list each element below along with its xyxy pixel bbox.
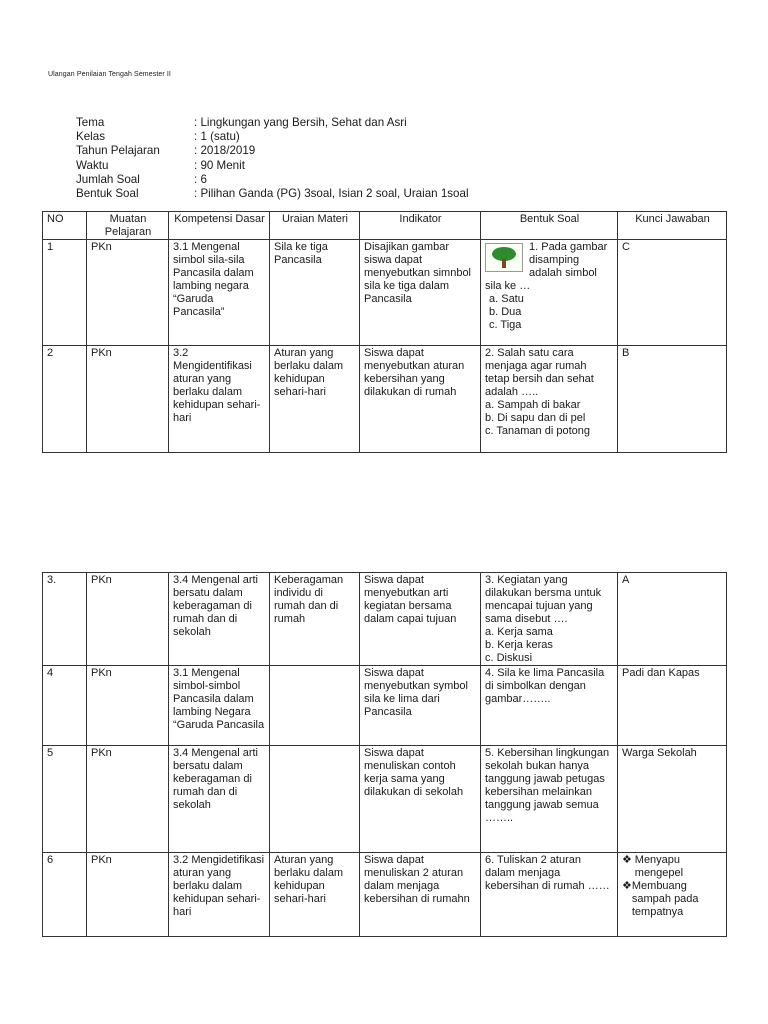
meta-label: Kelas bbox=[76, 130, 106, 144]
cell-indikator: Siswa dapat menyebutkan symbol sila ke lima dari Pancasila bbox=[360, 666, 481, 746]
header-kunci: Kunci Jawaban bbox=[618, 212, 727, 240]
cell-muatan: PKn bbox=[87, 666, 169, 746]
cell-kunci: Warga Sekolah bbox=[618, 746, 727, 853]
option-b: b. Di sapu dan di pel bbox=[485, 412, 586, 424]
cell-soal: 4. Sila ke lima Pancasila di simbolkan dengan gambar…….. bbox=[481, 666, 618, 746]
document-header: Ulangan Penilaian Tengah Semester II bbox=[48, 71, 171, 78]
cell-kunci: A bbox=[618, 573, 727, 666]
cell-no: 5 bbox=[43, 746, 87, 853]
cell-soal bbox=[481, 573, 618, 666]
question-text: 3. Kegiatan yang dilakukan bersma untuk mencapai tujuan yang sama disebut …. bbox=[485, 574, 602, 625]
cell-kd: 3.2 Mengidetifikasi aturan yang berlaku dalam kehidupan sehari-hari bbox=[169, 853, 270, 937]
meta-row-waktu bbox=[76, 159, 469, 173]
cell-kunci bbox=[618, 853, 727, 937]
tree-symbol-image bbox=[485, 243, 523, 272]
option-a: a. Kerja sama bbox=[485, 626, 553, 638]
cell-muatan: PKn bbox=[87, 240, 169, 346]
cell-muatan: PKn bbox=[87, 853, 169, 937]
meta-value: : Lingkungan yang Bersih, Sehat dan Asri bbox=[194, 116, 407, 129]
cell-no: 3. bbox=[43, 573, 87, 666]
cell-indikator: Siswa dapat menuliskan contoh kerja sama yang dilakukan di sekolah bbox=[360, 746, 481, 853]
header-indikator: Indikator bbox=[360, 212, 481, 240]
question-text: 2. Salah satu cara menjaga agar rumah tetap bersih dan sehat adalah ….. bbox=[485, 347, 594, 398]
question-text: 1. Pada gambar disamping adalah simbol sila ke … bbox=[485, 241, 608, 292]
table-row bbox=[43, 666, 727, 746]
cell-materi bbox=[270, 666, 360, 746]
header-materi: Uraian Materi bbox=[270, 212, 360, 240]
meta-label: Jumlah Soal bbox=[76, 172, 140, 186]
table-header-row bbox=[43, 212, 727, 240]
cell-soal: 5. Kebersihan lingkungan sekolah bukan hanya tanggung jawab petugas kebersihan melainkan tanggung jawab semua …….. bbox=[481, 746, 618, 853]
cell-muatan: PKn bbox=[87, 573, 169, 666]
cell-no: 2 bbox=[43, 346, 87, 453]
header-muatan: Muatan Pelajaran bbox=[87, 212, 169, 240]
meta-row-bentuk bbox=[76, 187, 469, 201]
diamond-bullet-icon: ❖ bbox=[622, 854, 632, 866]
cell-kd: 3.4 Mengenal arti bersatu dalam keberagaman di rumah dan di sekolah bbox=[169, 746, 270, 853]
cell-kd: 3.2 Mengidentifikasi aturan yang berlaku dalam kehidupan sehari-hari bbox=[169, 346, 270, 453]
exam-meta bbox=[76, 116, 469, 201]
cell-materi bbox=[270, 746, 360, 853]
meta-row-kelas bbox=[76, 130, 469, 144]
cell-materi: Sila ke tiga Pancasila bbox=[270, 240, 360, 346]
tree-trunk-icon bbox=[502, 259, 506, 268]
cell-kunci: B bbox=[618, 346, 727, 453]
cell-kd: 3.1 Mengenal simbol sila-sila Pancasila dalam lambing negara “Garuda Pancasila” bbox=[169, 240, 270, 346]
meta-label: Tema bbox=[76, 116, 105, 129]
cell-materi: Aturan yang berlaku dalam kehidupan sehari-hari bbox=[270, 853, 360, 937]
option-b: b. Dua bbox=[489, 306, 522, 318]
answer-options bbox=[485, 626, 614, 665]
diamond-bullet-icon: ❖ bbox=[622, 880, 632, 892]
cell-kunci: C bbox=[618, 240, 727, 346]
cell-indikator: Siswa dapat menyebutkan aturan kebersihan yang dilakukan di rumah bbox=[360, 346, 481, 453]
meta-value: : 90 Menit bbox=[194, 158, 245, 172]
cell-no: 6 bbox=[43, 853, 87, 937]
cell-no: 1 bbox=[43, 240, 87, 346]
cell-kunci: Padi dan Kapas bbox=[618, 666, 727, 746]
cell-indikator: Disajikan gambar siswa dapat menyebutkan simnbol sila ke tiga dalam Pancasila bbox=[360, 240, 481, 346]
answer-options bbox=[485, 399, 614, 438]
table-row bbox=[43, 240, 727, 346]
cell-no: 4 bbox=[43, 666, 87, 746]
cell-muatan: PKn bbox=[87, 346, 169, 453]
option-c: c. Tiga bbox=[489, 319, 522, 331]
cell-soal bbox=[481, 346, 618, 453]
meta-value: : Pilihan Ganda (PG) 3soal, Isian 2 soal, Uraian 1soal bbox=[194, 187, 469, 201]
cell-kd: 3.1 Mengenal simbol-simbol Pancasila dalam lambing Negara “Garuda Pancasila bbox=[169, 666, 270, 746]
meta-label: Bentuk Soal bbox=[76, 187, 139, 201]
answer-bullet bbox=[622, 880, 723, 919]
answer-bullet-text: Menyapu mengepel bbox=[634, 854, 684, 879]
answer-options bbox=[485, 293, 614, 332]
question-grid-table-2 bbox=[42, 572, 727, 937]
cell-soal bbox=[481, 240, 618, 346]
cell-soal: 6. Tuliskan 2 aturan dalam menjaga kebersihan di rumah …… bbox=[481, 853, 618, 937]
meta-row-tahun bbox=[76, 144, 469, 158]
answer-bullet-text: Membuang sampah pada tempatnya bbox=[631, 880, 699, 918]
option-c: c. Tanaman di potong bbox=[485, 425, 590, 437]
option-a: a. Satu bbox=[489, 293, 524, 305]
table-row bbox=[43, 853, 727, 937]
question-grid-table-1 bbox=[42, 211, 727, 453]
meta-label: Waktu bbox=[76, 158, 109, 172]
table-row bbox=[43, 346, 727, 453]
meta-value: : 1 (satu) bbox=[194, 130, 240, 144]
cell-materi: Aturan yang berlaku dalam kehidupan sehari-hari bbox=[270, 346, 360, 453]
option-a: a. Sampah di bakar bbox=[485, 399, 581, 411]
option-b: b. Kerja keras bbox=[485, 639, 553, 651]
cell-indikator: Siswa dapat menuliskan 2 aturan dalam menjaga kebersihan di rumahn bbox=[360, 853, 481, 937]
cell-muatan: PKn bbox=[87, 746, 169, 853]
option-c: c. Diskusi bbox=[485, 652, 533, 664]
header-no: NO bbox=[43, 212, 87, 240]
cell-indikator: Siswa dapat menyebutkan arti kegiatan bersama dalam capai tujuan bbox=[360, 573, 481, 666]
meta-value: : 6 bbox=[194, 172, 207, 186]
header-kd: Kompetensi Dasar bbox=[169, 212, 270, 240]
cell-materi: Keberagaman individu di rumah dan di rumah bbox=[270, 573, 360, 666]
meta-row-jumlah bbox=[76, 173, 469, 187]
meta-label: Tahun Pelajaran bbox=[76, 144, 160, 158]
cell-kd: 3.4 Mengenal arti bersatu dalam keberagaman di rumah dan di sekolah bbox=[169, 573, 270, 666]
table-row bbox=[43, 746, 727, 853]
table-row bbox=[43, 573, 727, 666]
meta-row-tema bbox=[76, 116, 469, 130]
answer-bullet bbox=[622, 854, 723, 880]
meta-value: : 2018/2019 bbox=[194, 144, 256, 158]
header-soal: Bentuk Soal bbox=[481, 212, 618, 240]
